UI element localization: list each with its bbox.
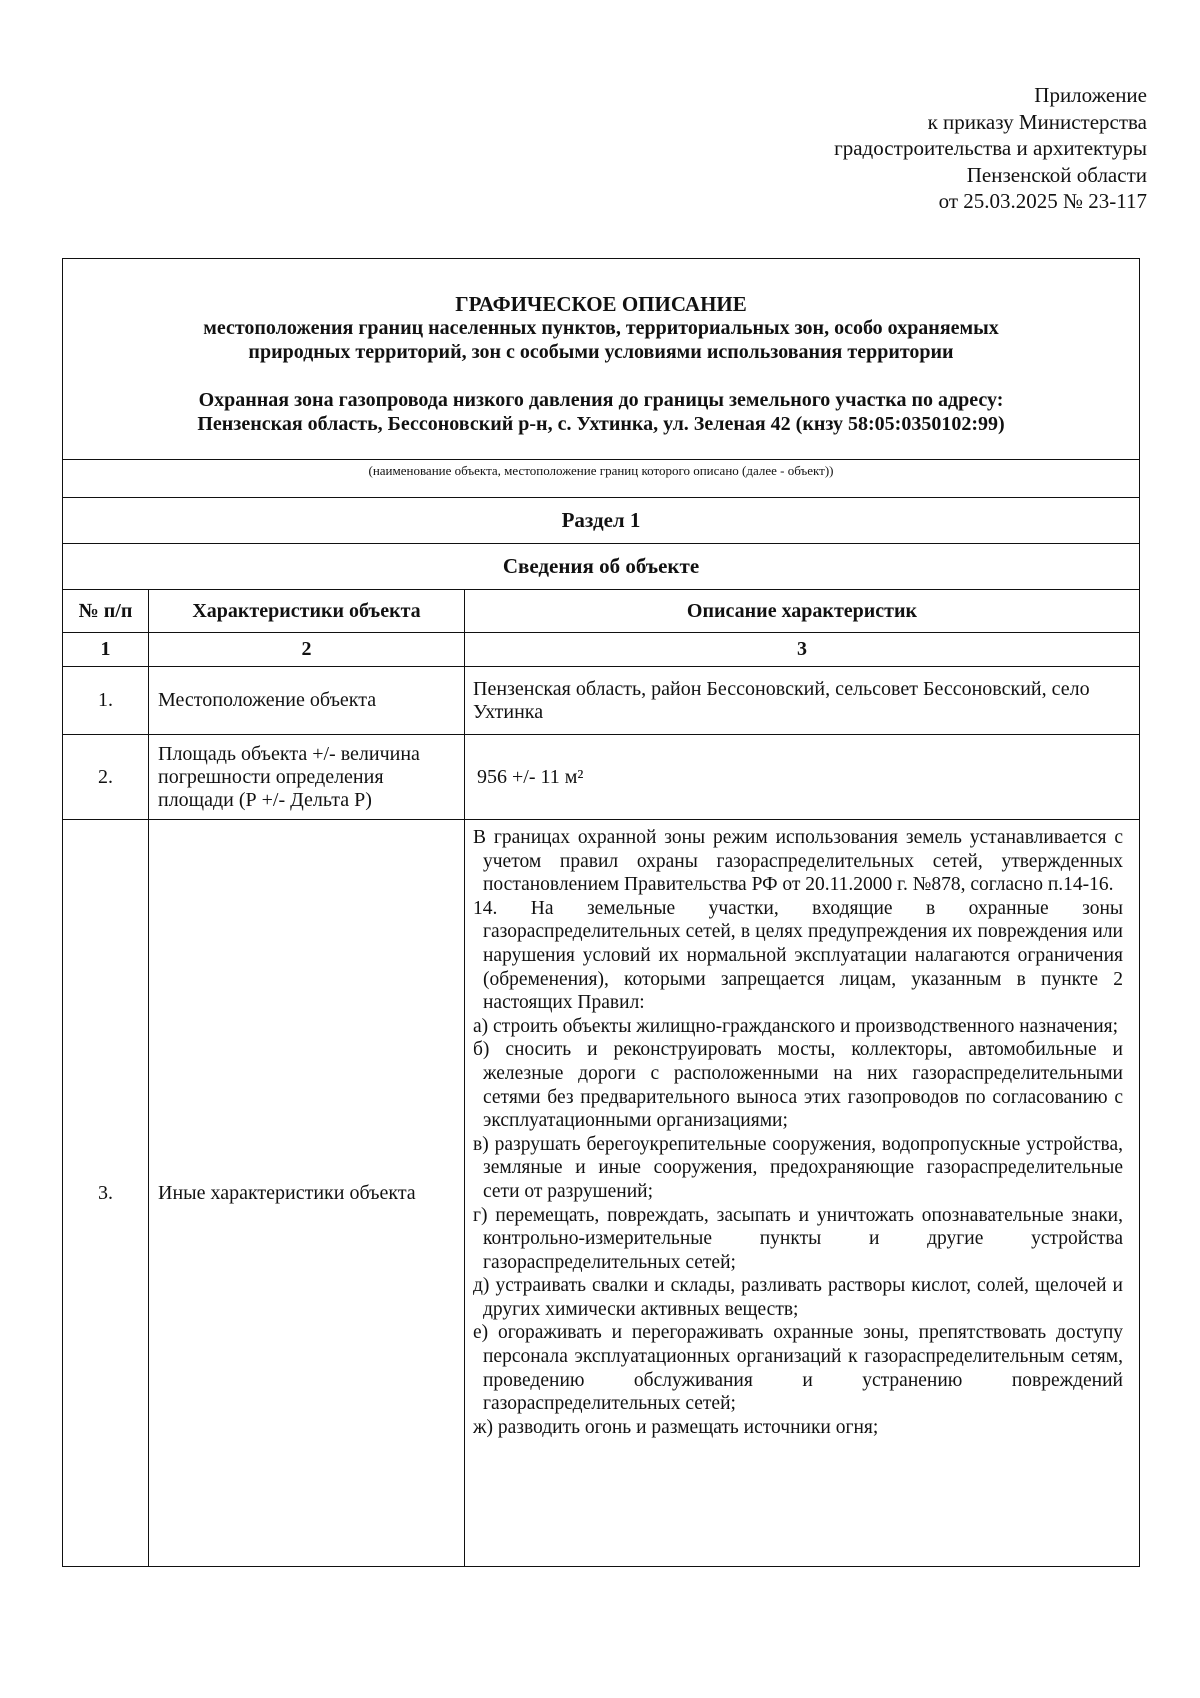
row-description: Пензенская область, район Бессоновский, сельсовет Бессоновский, село Ухтинка — [465, 667, 1140, 735]
description-table — [62, 258, 1140, 1567]
column-number: 3 — [465, 633, 1140, 667]
restriction-item: е) огораживать и перегораживать охранные зоны, препятствовать доступу персонала эксплуатационных организаций к газораспределительным сетям, проведению обслуживания и устранению повреждений газораспределительных сетей; — [473, 1322, 1123, 1415]
object-name-line: Пензенская область, Бессоновский р-н, с. Ухтинка, ул. Зеленая 42 (кнзу 58:05:0350102:99) — [197, 413, 1005, 435]
row-number: 1. — [63, 667, 149, 735]
restriction-item: б) сносить и реконструировать мосты, коллекторы, автомобильные и железные дороги с расположенными на них газораспределительными сетями без предварительного выноса этих газопроводов по согласованию с эксплуатационными организациями; — [473, 1039, 1123, 1132]
column-number-row — [63, 633, 1140, 667]
appendix-block — [834, 82, 1147, 215]
restriction-item: в) разрушать берегоукрепительные сооружения, водопропускные устройства, земляные и иные сооружения, предохраняющие газораспределительные сети от разрушений; — [473, 1133, 1123, 1202]
restriction-item: а) строить объекты жилищно-гражданского и производственного назначения; — [473, 1015, 1119, 1037]
table-row — [63, 820, 1140, 1567]
appendix-line: Пензенской области — [966, 162, 1147, 187]
row-characteristic: Местоположение объекта — [149, 667, 465, 735]
column-number: 1 — [63, 633, 149, 667]
section-title: Раздел 1 — [63, 498, 1140, 544]
restriction-paragraph: В границах охранной зоны режим использования земель устанавливается с учетом правил охраны газораспределительных сетей, утвержденных постановлением Правительства РФ от 20.11.2000 г. №878, согласно п.14-16. — [473, 827, 1123, 896]
object-caption: (наименование объекта, местоположение границ которого описано (далее - объект)) — [63, 460, 1140, 498]
column-number: 2 — [149, 633, 465, 667]
column-header: № п/п — [63, 590, 149, 633]
table-row — [63, 735, 1140, 820]
appendix-line: к приказу Министерства — [927, 109, 1147, 134]
row-number: 2. — [63, 735, 149, 820]
row-characteristic: Иные характеристики объекта — [149, 820, 465, 1567]
row-characteristic: Площадь объекта +/- величина погрешности определения площади (Р +/- Дельта Р) — [149, 735, 465, 820]
appendix-order-date: от 25.03.2025 № 23-117 — [938, 189, 1147, 213]
appendix-line: Приложение — [1034, 83, 1147, 107]
table-row — [63, 667, 1140, 735]
object-name-line: Охранная зона газопровода низкого давления до границы земельного участка по адресу: — [198, 389, 1004, 411]
restriction-item: г) перемещать, повреждать, засыпать и уничтожать опознавательные знаки, контрольно-измерительные пункты и другие устройства газораспределительных сетей; — [473, 1204, 1123, 1273]
restriction-item: ж) разводить огонь и размещать источники огня; — [473, 1416, 879, 1438]
document-subtitle-line: природных территорий, зон с особыми условиями использования территории — [248, 341, 954, 363]
restriction-item: д) устраивать свалки и склады, разливать растворы кислот, солей, щелочей и других химически активных веществ; — [473, 1275, 1123, 1320]
document-subtitle-line: местоположения границ населенных пунктов, территориальных зон, особо охраняемых — [203, 317, 999, 339]
document-header — [63, 259, 1140, 460]
row-description — [465, 820, 1140, 1567]
row-number: 3. — [63, 820, 149, 1567]
appendix-line: градостроительства и архитектуры — [834, 136, 1147, 160]
row-description: 956 +/- 11 м² — [465, 735, 1140, 820]
restriction-paragraph: 14. На земельные участки, входящие в охранные зоны газораспределительных сетей, в целях предупреждения их повреждения или нарушения условий их нормальной эксплуатации налагаются ограничения (обременения), которыми запрещается лицам, указанным в пункте 2 настоящих Правил: — [473, 897, 1123, 1014]
section-subtitle: Сведения об объекте — [63, 544, 1140, 590]
table-header-row — [63, 590, 1140, 633]
column-header: Характеристики объекта — [149, 590, 465, 633]
document-title: ГРАФИЧЕСКОЕ ОПИСАНИЕ — [455, 292, 747, 316]
column-header: Описание характеристик — [465, 590, 1140, 633]
